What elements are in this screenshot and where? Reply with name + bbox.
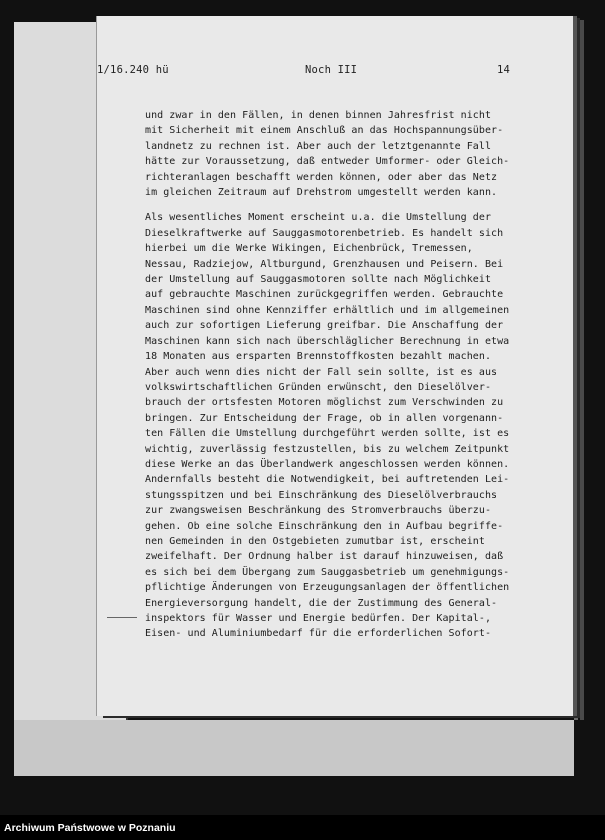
text-line: gehen. Ob eine solche Einschränkung den in Aufbau begriffe- [145,520,504,532]
text-line: mit Sicherheit mit einem Anschluß an das Hochspannungsüber- [145,125,504,137]
text-line: nen Gemeinden in den Ostgebieten zumutbar ist, erscheint [145,535,485,547]
stacked-page-edge [580,20,584,720]
archive-name: Archiwum Państwowe w Poznaniu [4,822,176,834]
file-reference: 1/16.240 hü [97,64,169,76]
text-line: richteranlagen beschafft werden können, oder aber das Netz [145,171,498,183]
text-line: diese Werke an das Überlandwerk angeschlossen werden können. [145,458,510,470]
text-line: ten Fällen die Umstellung durchgeführt werden sollte, ist es [145,428,510,440]
text-line: Energieversorgung handelt, die der Zustimmung des General- [145,597,498,609]
text-line: auf gebrauchte Maschinen zurückgegriffen werden. Gebrauchte [145,289,504,301]
paragraph [145,210,545,641]
text-line: volkswirtschaftlichen Gründen erwünscht, den Dieselölver- [145,381,492,393]
text-line: bringen. Zur Entscheidung der Frage, ob in allen vorgenann- [145,412,504,424]
text-line: und zwar in den Fällen, in denen binnen Jahresfrist nicht [145,110,492,121]
text-line: landnetz zu rechnen ist. Aber auch der letztgenannte Fall [145,140,492,152]
text-line: Andernfalls besteht die Notwendigkeit, bei auftretenden Lei- [145,474,510,486]
text-line: Maschinen sind ohne Kennziffer erhältlich und im allgemeinen [145,304,510,316]
text-line: Aber auch wenn dies nicht der Fall sein sollte, ist es aus [145,366,498,378]
typewritten-body [145,108,545,642]
text-line: pflichtige Änderungen von Erzeugungsanlagen der öffentlichen [145,582,510,594]
stacked-page-edge [574,20,578,720]
text-line: Eisen- und Aluminiumbedarf für die erforderlichen Sofort- [145,628,492,640]
text-line: zur zwangsweisen Beschränkung des Stromverbrauchs überzu- [145,505,492,517]
text-line: brauch der ortsfesten Motoren möglichst zum Verschwinden zu [145,397,504,409]
text-line: hierbei um die Werke Wikingen, Eichenbrück, Tremessen, [145,243,473,255]
text-line: wichtig, zuverlässig festzustellen, bis zu welchem Zeitpunkt [145,443,510,455]
text-line: im gleichen Zeitraum auf Drehstrom umgestellt werden kann. [145,187,498,199]
text-line: der Umstellung auf Sauggasmotoren sollte nach Möglichkeit [145,274,492,286]
text-line: 18 Monaten aus ersparten Brennstoffkosten bezahlt machen. [145,351,492,363]
paragraph-gap [145,200,545,210]
document-page [96,16,573,716]
text-line: zweifelhaft. Der Ordnung halber ist darauf hinzuweisen, daß [145,551,504,563]
text-line: es sich bei dem Übergang zum Sauggasbetrieb um genehmigungs- [145,566,510,578]
paragraph [145,108,545,200]
archive-footer [0,815,605,840]
text-line: stungsspitzen und bei Einschränkung des Dieselölverbrauchs [145,489,498,501]
page-number: 14 [497,64,511,76]
text-line: hätte zur Voraussetzung, daß entweder Umformer- oder Gleich- [145,156,510,168]
text-line: Nessau, Radziejow, Altburgund, Grenzhausen und Peisern. Bei [145,258,504,270]
text-line: Maschinen kann sich nach überschläglicher Berechnung in etwa [145,335,510,347]
text-line: inspektors für Wasser und Energie bedürfen. Der Kapital-, [145,613,492,624]
margin-pencil-mark [107,617,137,618]
text-line: Dieselkraftwerke auf Sauggasmotorenbetrieb. Es handelt sich [145,227,504,239]
document-label: Noch III [305,64,358,76]
underlying-page-bottom [14,720,574,776]
text-line: Als wesentliches Moment erscheint u.a. die Umstellung der [145,212,492,224]
text-line: auch zur sofortigen Lieferung greifbar. Die Anschaffung der [145,320,504,332]
